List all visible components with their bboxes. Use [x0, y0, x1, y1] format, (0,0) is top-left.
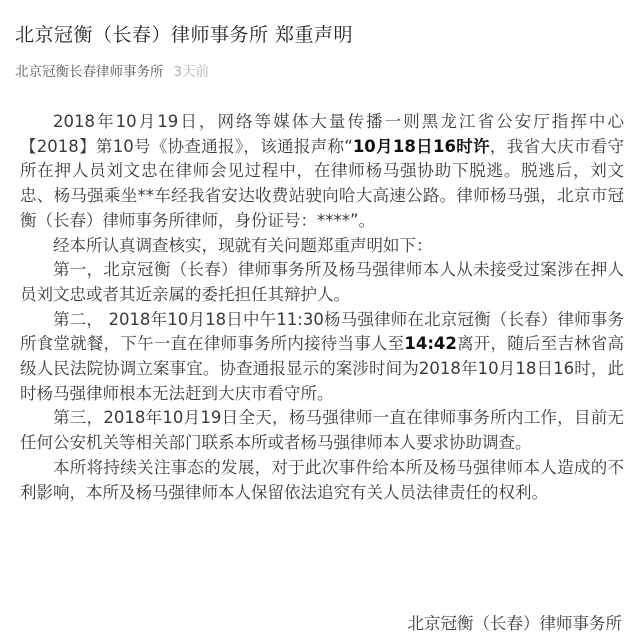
article-meta: [15, 60, 209, 80]
paragraph-1-text-b: 【2018】第10号《协查通报》，该通报声称“: [20, 136, 353, 156]
paragraph-1-emphasis: 10月18日16时许: [352, 136, 490, 156]
signature: 北京冠衡（长春）律师事务所: [407, 614, 622, 633]
paragraph-4: [20, 308, 624, 407]
paragraph-3: 第一，北京冠衡（长春）律师事务所及杨马强律师本人从未接受过案涉在押人员刘文忠或者其近亲属的委托担任其辩护人。: [20, 260, 624, 304]
paragraph-6: 本所将持续关注事态的发展，对于此次事件给本所及杨马强律师本人造成的不利影响，本所及杨马强律师本人保留依法追究有关人员法律责任的权利。: [20, 457, 624, 502]
paragraph-4-text-b: 离开，随后至吉林省高级人民法院协调立案事宜。协查通报显示的案涉时间为2018年10月18日16时，此时杨马强律师根本无法赶到大庆市看守所。: [20, 334, 625, 403]
paragraph-4-emphasis: 14:42: [404, 334, 457, 354]
paragraph-1-text-c: ，我省大庆市看守所在押人员刘文忠在律师会见过程中，在律师杨马强协助下脱逃。脱逃后，刘文忠、杨马强乘坐**车经我省安达收费站驶向哈大高速公路。律师杨马强，北京市冠衡（长春）律师事务所律师，身份证号：****”。: [20, 136, 624, 230]
source-account-link[interactable]: 北京冠衡长春律师事务所: [15, 64, 164, 80]
paragraph-5: 第三，2018年10月19日全天，杨马强律师一直在律师事务所内工作，目前无任何公安机关等相关部门联系本所或者杨马强律师本人要求协助调查。: [20, 408, 624, 453]
paragraph-1: [20, 110, 624, 234]
publish-time: 3天前: [173, 64, 210, 80]
paragraph-4-text-a: 第二， 2018年10月18日中午11:30杨马强律师在北京冠衡（长春）律师事务所食堂就餐，下午一直在律师事务所内接待当事人至: [20, 309, 624, 354]
paragraph-2: 经本所认真调查核实，现就有关问题郑重声明如下：: [53, 235, 433, 255]
article-title: 北京冠衡（长春）律师事务所 郑重声明: [15, 24, 354, 46]
article-body: [20, 110, 624, 505]
paragraph-1-text-a: 2018年10月19日，网络等媒体大量传播一则黑龙江省公安厅指挥中心: [53, 112, 624, 131]
